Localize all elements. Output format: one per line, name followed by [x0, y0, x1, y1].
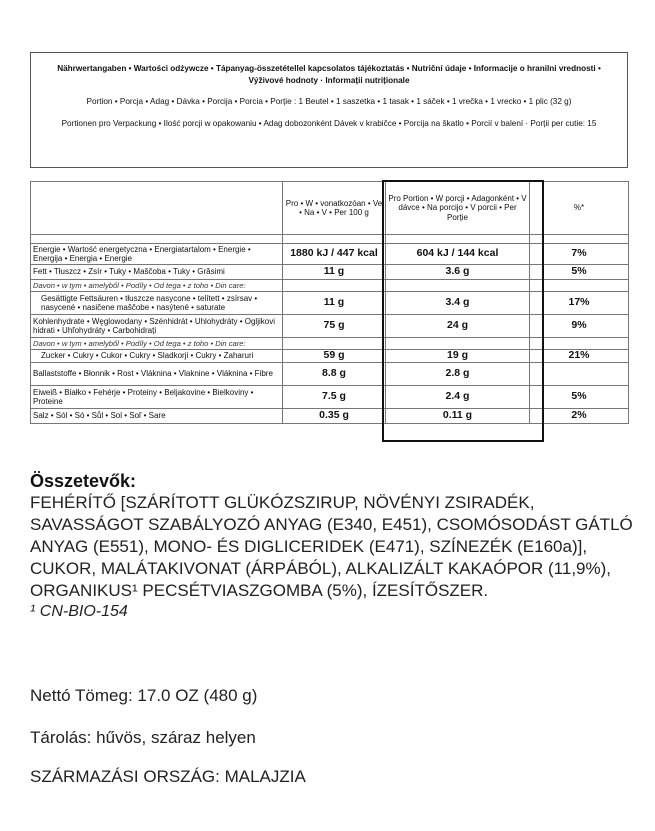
row-portion: 0.11 g [386, 409, 530, 424]
header-per-100g: Pro • W • vonatkozóan • Ve • Na • V • Per 100 g [283, 182, 386, 235]
row-label: Davon • w tym • amelyből • Podíly • Od tega • z toho • Din care: [31, 338, 283, 350]
net-weight: Nettó Tömeg: 17.0 OZ (480 g) [30, 686, 258, 705]
row-ri: 9% [530, 315, 629, 338]
row-per100 [283, 280, 386, 292]
header-ri-percent: %* [530, 182, 629, 235]
row-label: Eiweiß • Białko • Fehérje • Proteiny • Beljakovine • Bielkoviny • Proteine [31, 386, 283, 409]
table-row [31, 265, 629, 280]
row-ri [530, 280, 629, 292]
row-per100: 8.8 g [283, 363, 386, 386]
table-row [31, 315, 629, 338]
row-ri [530, 363, 629, 386]
row-label: Gesättigte Fettsäuren • tłuszcze nasycone • telített • zsírsav • nasycené • nasičene maščobe • nasýtené • saturate [31, 292, 283, 315]
row-portion [386, 280, 530, 292]
row-label: Ballaststoffe • Błonnik • Rost • Vláknina • Vlaknine • Vláknina • Fibre [31, 363, 283, 386]
nutrition-header-title: Nährwertangaben • Wartości odżywcze • Tápanyag-összetétellel kapcsolatos tájékoztatás • Nutriční údaje • Informacije o hranilni vrednosti • Výživové hodnoty · Informații nutriționale [57, 64, 601, 85]
row-per100: 0.35 g [283, 409, 386, 424]
row-portion: 24 g [386, 315, 530, 338]
ingredients-footnote: ¹ CN-BIO-154 [30, 603, 128, 620]
row-ri: 2% [530, 409, 629, 424]
table-row [31, 409, 629, 424]
ingredients-text: FEHÉRÍTŐ [SZÁRÍTOTT GLÜKÓZSZIRUP, NÖVÉNYI ZSIRADÉK, SAVASSÁGOT SZABÁLYOZÓ ANYAG (E340, E451), CSOMÓSODÁST GÁTLÓ ANYAG (E551), MONO- ÉS DIGLICERIDEK (E471), SZÍNEZÉK (E160a)], CUKOR, MALÁTAKIVONAT (ÁRPÁBÓL), ALKALIZÁLT KAKAÓPOR (11,9%), ORGANIKUS¹ PECSÉTVIASZGOMBA (5%), ÍZESÍTŐSZER. [30, 493, 633, 600]
row-ri: 7% [530, 244, 629, 265]
table-row [31, 280, 629, 292]
ingredients-section [30, 470, 640, 622]
row-label: Kohlenhydrate • Węglowodany • Szénhidrát • Uhlohydráty • Ogljikovi hidrati • Uhľohydráty • Carbohidrați [31, 315, 283, 338]
row-portion: 3.4 g [386, 292, 530, 315]
row-per100: 59 g [283, 350, 386, 363]
ingredients-heading: Összetevők: [30, 471, 137, 491]
table-row [31, 386, 629, 409]
row-per100: 11 g [283, 292, 386, 315]
row-per100: 11 g [283, 265, 386, 280]
row-ri: 21% [530, 350, 629, 363]
storage-instructions: Tárolás: hűvös, száraz helyen [30, 728, 256, 747]
portion-size-text: Portion • Porcja • Adag • Dávka • Porcija • Porcia • Porție : 1 Beutel • 1 saszetka • 1 tasak • 1 sáček • 1 vrečka • 1 vrecko • 1 plic (32 g) [86, 97, 572, 106]
portions-per-pack-text: Portionen pro Verpackung • Ilość porcji w opakowaniu • Adag dobozonként Dávek v krabičce • Porcija na škatlo • Porcií v balení · Porții per cutie: 15 [61, 118, 597, 128]
nutrition-header-box [30, 52, 628, 168]
row-label: Energie • Wartość energetyczna • Energiatartalom • Energie • Energija • Energia • Energie [31, 244, 283, 265]
table-row [31, 363, 629, 386]
row-portion [386, 338, 530, 350]
table-row [31, 244, 629, 265]
row-per100 [283, 338, 386, 350]
table-spacer-row [31, 235, 629, 244]
row-label: Salz • Sól • Só • Sůl • Sol • Soľ • Sare [31, 409, 283, 424]
row-label: Fett • Tłuszcz • Zsír • Tuky • Maščoba • Tuky • Grăsimi [31, 265, 283, 280]
table-row [31, 292, 629, 315]
table-row [31, 350, 629, 363]
row-per100: 1880 kJ / 447 kcal [283, 244, 386, 265]
row-ri: 5% [530, 265, 629, 280]
row-portion: 3.6 g [386, 265, 530, 280]
row-per100: 7.5 g [283, 386, 386, 409]
nutrition-table [30, 181, 629, 424]
row-ri: 5% [530, 386, 629, 409]
header-blank-cell [31, 182, 283, 235]
row-ri [530, 338, 629, 350]
country-of-origin: SZÁRMAZÁSI ORSZÁG: MALAJZIA [30, 767, 306, 786]
row-portion: 2.4 g [386, 386, 530, 409]
row-ri: 17% [530, 292, 629, 315]
row-portion: 2.8 g [386, 363, 530, 386]
header-per-portion: Pro Portion • W porcji • Adagonként • V dávce • Na porcijo • V porcii • Per Porție [386, 182, 530, 235]
table-row [31, 338, 629, 350]
row-label: Davon • w tym • amelyből • Podíly • Od tega • z toho • Din care: [31, 280, 283, 292]
row-per100: 75 g [283, 315, 386, 338]
row-portion: 604 kJ / 144 kcal [386, 244, 530, 265]
table-header-row [31, 182, 629, 235]
row-portion: 19 g [386, 350, 530, 363]
row-label: Zucker • Cukry • Cukor • Cukry • Sladkorji • Cukry • Zaharuri [31, 350, 283, 363]
